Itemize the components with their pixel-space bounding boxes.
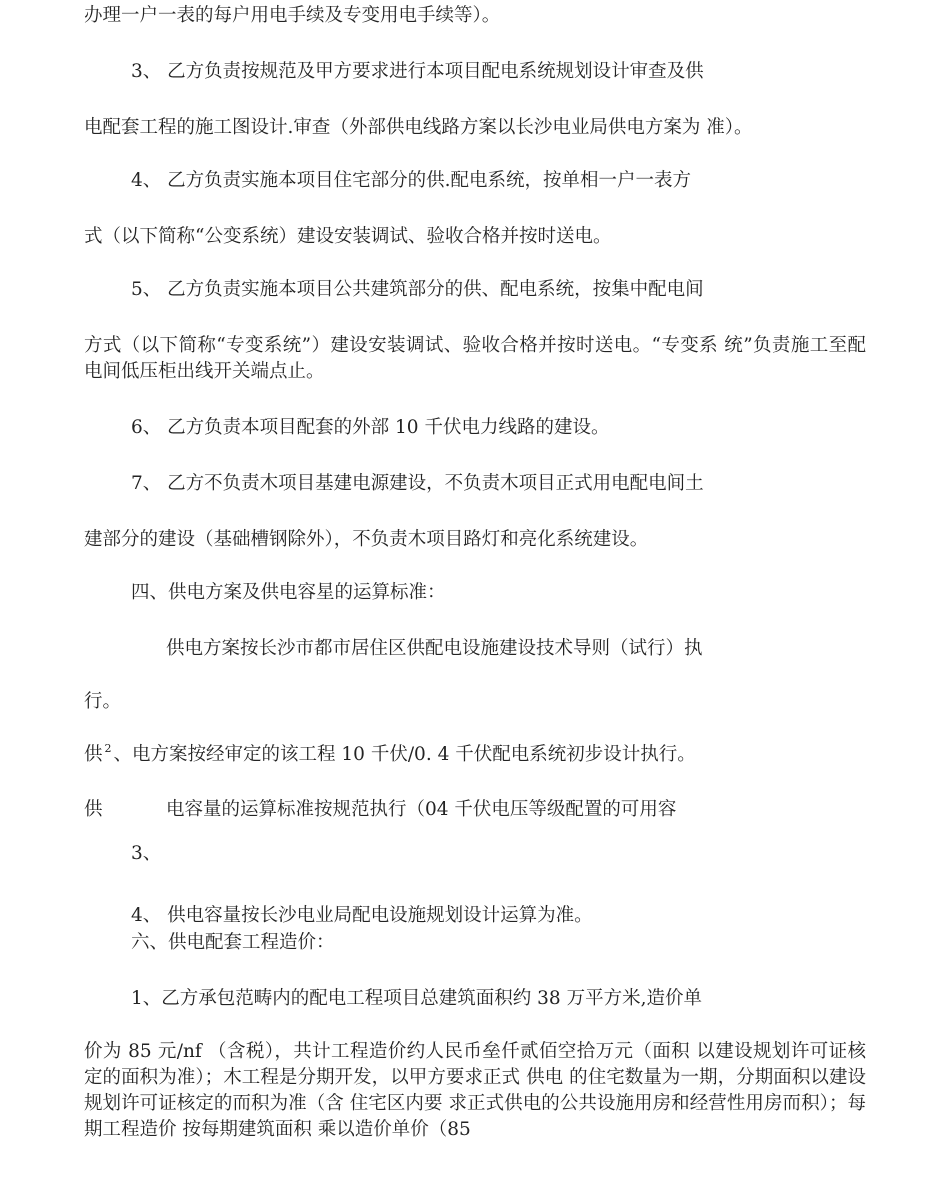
text-line-15: 电容量的运算标准按规范执行（04 千伏电压等级配置的可用容: [166, 799, 677, 820]
text-line-17: 4、 供电容量按长沙电业局配电设施规划设计运算为准。: [131, 905, 593, 926]
text-line-4: 4、 乙方负责实施本项目住宅部分的供.配电系统，按单相一户一表方: [131, 170, 692, 191]
text-line-9: 7、 乙方不负责木项目基建电源建设，不负责木项目正式用电配电间土: [131, 473, 704, 494]
text-line-6: 5、 乙方负责实施本项目公共建筑部分的供、配电系统，按集中配电间: [131, 279, 704, 300]
text-line-1: 办理一户一表的每户用电手续及专变用电手续等）。: [84, 5, 501, 26]
text-line-5: 式（以下简称“公变系统）建设安装调试、验收合格并按时送电。: [84, 226, 612, 247]
text-paragraph-7: 方式（以下简称“专变系统”）建设安装调试、验收合格并按时送电。“专变系 统”负责施工至配电间低压柜出线开关端点止。: [84, 335, 866, 382]
text-line-10: 建部分的建设（基础槽钢除外），不负责木项目路灯和亮化系统建设。: [84, 529, 649, 550]
text-line-14-body: 、电方案按经审定的该工程 10 千伏/0. 4 千伏配电系统初步设计执行。: [113, 744, 696, 765]
text-line-12: 供电方案按长沙市都市居住区供配电设施建设技术导则（试行）执: [166, 638, 703, 659]
text-line-19: 1、乙方承包范畴内的配电工程项目总建筑面积约 38 万平方米,造价单: [131, 988, 702, 1009]
superscript-2: 2: [104, 742, 112, 755]
prefix-gong-2: 供: [84, 799, 103, 820]
text-line-8: 6、 乙方负责本项目配套的外部 10 千伏电力线路的建设。: [131, 417, 610, 438]
text-line-13: 行。: [84, 691, 122, 712]
section-heading-6: 六、供电配套工程造价：: [131, 932, 335, 953]
text-line-3: 电配套工程的施工图设计.审查（外部供电线路方案以长沙电业局供电方案为 准）。: [84, 117, 753, 138]
text-paragraph-20: 价为 85 元/nf （含税），共计工程造价约人民币垒仟贰佰空拾万元（面积 以建设规划许可证核定的面积为准）；木工程是分期开发，以甲方要求正式 供电 的住宅数量为一期，分期面积以建设规划许可证核定的而积为准（含 住宅区内要 求正式供电的公共设施用房和经营性用房而积）；每期工程造价 按每期建筑面积 乘以造价单价（85: [84, 1041, 866, 1140]
prefix-gong: 供: [84, 744, 103, 765]
section-heading-4: 四、供电方案及供电容星的运算标准：: [131, 582, 446, 603]
text-line-14: [84, 742, 696, 770]
text-line-2: 3、 乙方负责按规范及甲方要求进行本项目配电系统规划设计审查及供: [131, 61, 704, 82]
text-line-16: 3、: [131, 843, 162, 864]
